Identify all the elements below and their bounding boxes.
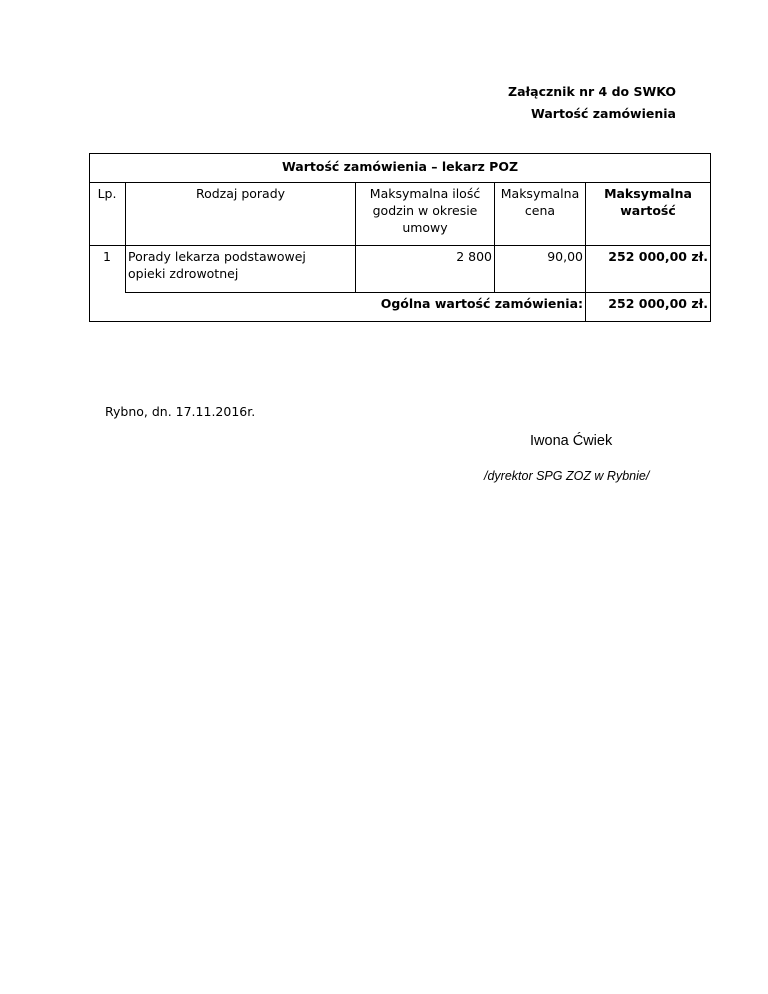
table-title-divider	[89, 182, 711, 183]
header-max-hours-line: Maksymalna ilość	[369, 186, 481, 201]
signatory-title: /dyrektor SPG ZOZ w Rybnie/	[484, 469, 650, 483]
header-type: Rodzaj porady	[195, 186, 286, 201]
row-lp: 1	[103, 249, 111, 264]
table-border-bottom	[89, 321, 711, 322]
header-max-hours-line: umowy	[402, 220, 448, 235]
table-border-top	[89, 153, 711, 154]
order-value-heading: Wartość zamówienia	[531, 106, 676, 121]
table-row-divider	[125, 292, 711, 293]
header-max-value-line: wartość	[620, 203, 676, 218]
place-date: Rybno, dn. 17.11.2016r.	[105, 404, 256, 419]
total-label: Ogólna wartość zamówienia:	[380, 296, 583, 311]
header-max-value-line: Maksymalna	[604, 186, 692, 201]
attachment-title: Załącznik nr 4 do SWKO	[508, 84, 676, 99]
header-max-price-line: cena	[524, 203, 556, 218]
row-max-hours: 2 800	[456, 249, 492, 264]
total-value: 252 000,00 zł.	[608, 296, 708, 311]
table-border-left	[89, 153, 90, 322]
order-value-table	[89, 153, 711, 322]
table-header-divider	[89, 245, 711, 246]
table-title: Wartość zamówienia – lekarz POZ	[281, 159, 519, 174]
table-border-right	[710, 153, 711, 322]
row-max-value: 252 000,00 zł.	[608, 249, 708, 264]
row-type-line: opieki zdrowotnej	[128, 266, 239, 281]
row-type-line: Porady lekarza podstawowej	[128, 249, 306, 264]
header-max-price-line: Maksymalna	[500, 186, 580, 201]
header-max-hours-line: godzin w okresie	[372, 203, 478, 218]
signatory-name: Iwona Ćwiek	[530, 433, 613, 449]
header-lp: Lp.	[97, 186, 117, 201]
row-max-price: 90,00	[547, 249, 583, 264]
